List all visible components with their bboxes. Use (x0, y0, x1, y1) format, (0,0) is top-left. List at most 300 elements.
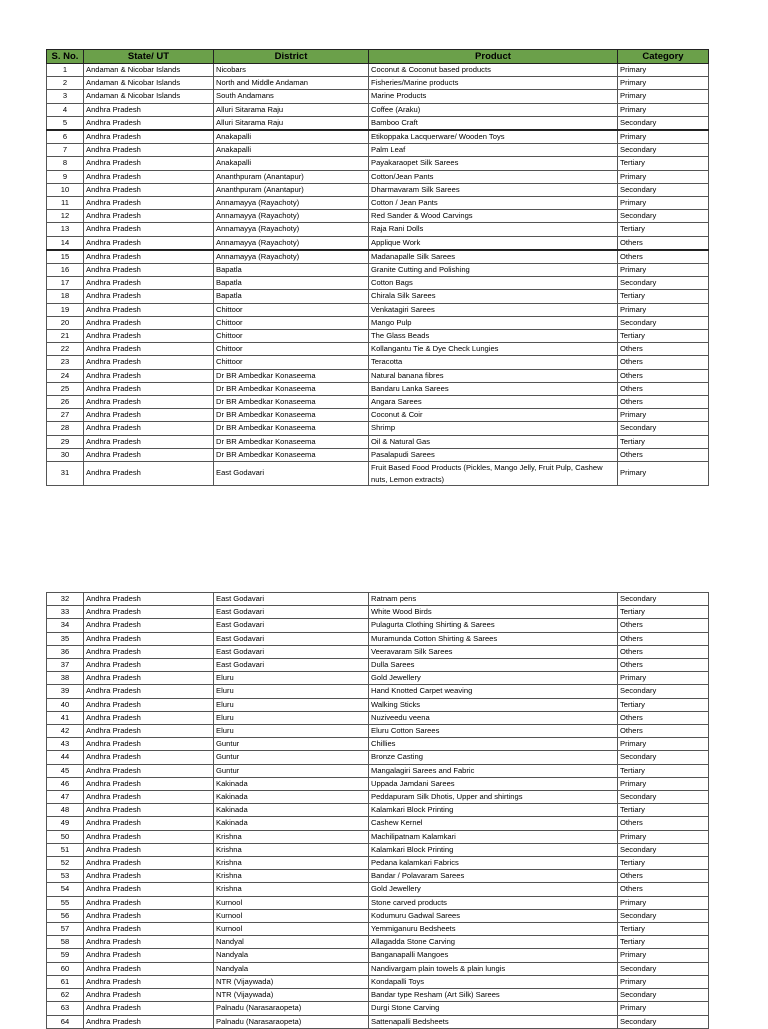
cell-category: Tertiary (618, 435, 709, 448)
table-row (47, 936, 709, 949)
table-row (47, 962, 709, 975)
cell-product: Allagadda Stone Carving (369, 936, 618, 949)
cell-state: Andaman & Nicobar Islands (84, 90, 214, 103)
cell-product: Muramunda Cotton Shirting & Sarees (369, 632, 618, 645)
cell-category: Others (618, 725, 709, 738)
cell-product: Cashew Kernel (369, 817, 618, 830)
table-row (47, 1015, 709, 1028)
cell-category: Tertiary (618, 764, 709, 777)
table-row (47, 751, 709, 764)
cell-state: Andhra Pradesh (84, 343, 214, 356)
cell-product: Nandivargam plain towels & plain lungis (369, 962, 618, 975)
cell-sno: 43 (47, 738, 84, 751)
table-row (47, 435, 709, 448)
cell-category: Primary (618, 975, 709, 988)
cell-state: Andhra Pradesh (84, 857, 214, 870)
cell-sno: 38 (47, 672, 84, 685)
cell-product: Bamboo Craft (369, 116, 618, 130)
cell-state: Andhra Pradesh (84, 210, 214, 223)
cell-district: Krishna (214, 857, 369, 870)
cell-state: Andhra Pradesh (84, 277, 214, 290)
cell-sno: 46 (47, 777, 84, 790)
cell-state: Andhra Pradesh (84, 896, 214, 909)
cell-sno: 25 (47, 382, 84, 395)
cell-product: Kodumuru Gadwal Sarees (369, 909, 618, 922)
table-row (47, 422, 709, 435)
cell-state: Andhra Pradesh (84, 462, 214, 486)
table-row (47, 817, 709, 830)
cell-state: Andhra Pradesh (84, 659, 214, 672)
cell-category: Tertiary (618, 923, 709, 936)
table-row (47, 303, 709, 316)
table-row (47, 396, 709, 409)
cell-product: Machilipatnam Kalamkari (369, 830, 618, 843)
table-row (47, 632, 709, 645)
cell-product: Cotton/Jean Pants (369, 170, 618, 183)
cell-category: Secondary (618, 593, 709, 606)
cell-state: Andaman & Nicobar Islands (84, 64, 214, 77)
cell-product: Madanapalle Silk Sarees (369, 250, 618, 264)
cell-sno: 4 (47, 103, 84, 116)
cell-category: Tertiary (618, 157, 709, 170)
cell-sno: 61 (47, 975, 84, 988)
cell-sno: 21 (47, 330, 84, 343)
cell-category: Others (618, 369, 709, 382)
cell-district: Kurnool (214, 909, 369, 922)
cell-district: Chittoor (214, 316, 369, 329)
cell-category: Others (618, 396, 709, 409)
cell-sno: 62 (47, 989, 84, 1002)
cell-district: East Godavari (214, 659, 369, 672)
cell-category: Tertiary (618, 606, 709, 619)
cell-product: Raja Rani Dolls (369, 223, 618, 236)
cell-sno: 48 (47, 804, 84, 817)
cell-sno: 7 (47, 144, 84, 157)
cell-category: Secondary (618, 1015, 709, 1028)
cell-product: Peddapuram Silk Dhotis, Upper and shirtings (369, 791, 618, 804)
cell-product: Mangalagiri Sarees and Fabric (369, 764, 618, 777)
cell-state: Andhra Pradesh (84, 130, 214, 144)
cell-product: Chillies (369, 738, 618, 751)
cell-state: Andhra Pradesh (84, 223, 214, 236)
cell-district: Ananthpuram (Anantapur) (214, 170, 369, 183)
cell-district: Kakinada (214, 804, 369, 817)
cell-state: Andhra Pradesh (84, 290, 214, 303)
cell-category: Secondary (618, 210, 709, 223)
cell-product: Walking Sticks (369, 698, 618, 711)
table-row (47, 857, 709, 870)
cell-product: Bandar type Resham (Art Silk) Sarees (369, 989, 618, 1002)
cell-product: Cotton Bags (369, 277, 618, 290)
cell-sno: 15 (47, 250, 84, 264)
cell-state: Andhra Pradesh (84, 870, 214, 883)
table-row (47, 448, 709, 461)
cell-product: Kalamkari Block Printing (369, 804, 618, 817)
cell-product: Applique Work (369, 236, 618, 250)
cell-category: Primary (618, 462, 709, 486)
cell-district: Nandyala (214, 962, 369, 975)
cell-state: Andhra Pradesh (84, 989, 214, 1002)
cell-district: Ananthpuram (Anantapur) (214, 183, 369, 196)
cell-sno: 47 (47, 791, 84, 804)
cell-district: Bapatla (214, 264, 369, 277)
cell-sno: 27 (47, 409, 84, 422)
cell-district: Nandyal (214, 936, 369, 949)
cell-district: Eluru (214, 698, 369, 711)
cell-category: Secondary (618, 843, 709, 856)
table-row (47, 330, 709, 343)
cell-category: Secondary (618, 183, 709, 196)
cell-district: Krishna (214, 870, 369, 883)
cell-sno: 51 (47, 843, 84, 856)
cell-district: Guntur (214, 764, 369, 777)
table-row (47, 77, 709, 90)
table-row (47, 619, 709, 632)
cell-state: Andhra Pradesh (84, 698, 214, 711)
cell-category: Primary (618, 90, 709, 103)
cell-state: Andhra Pradesh (84, 606, 214, 619)
table-row (47, 698, 709, 711)
cell-sno: 42 (47, 725, 84, 738)
table-row (47, 883, 709, 896)
cell-state: Andhra Pradesh (84, 435, 214, 448)
cell-category: Others (618, 645, 709, 658)
cell-district: Bapatla (214, 290, 369, 303)
table-row (47, 290, 709, 303)
cell-district: East Godavari (214, 632, 369, 645)
cell-sno: 19 (47, 303, 84, 316)
cell-sno: 20 (47, 316, 84, 329)
cell-district: Annamayya (Rayachoty) (214, 250, 369, 264)
cell-product: Cotton / Jean Pants (369, 197, 618, 210)
cell-category: Primary (618, 777, 709, 790)
cell-district: Annamayya (Rayachoty) (214, 197, 369, 210)
table-row (47, 210, 709, 223)
cell-state: Andhra Pradesh (84, 830, 214, 843)
cell-sno: 37 (47, 659, 84, 672)
cell-product: Pulagurta Clothing Shirting & Sarees (369, 619, 618, 632)
cell-product: Shrimp (369, 422, 618, 435)
cell-product: Yemmiganuru Bedsheets (369, 923, 618, 936)
cell-district: Guntur (214, 738, 369, 751)
cell-state: Andhra Pradesh (84, 382, 214, 395)
cell-category: Primary (618, 949, 709, 962)
table-row (47, 949, 709, 962)
cell-district: Bapatla (214, 277, 369, 290)
cell-category: Primary (618, 738, 709, 751)
cell-sno: 18 (47, 290, 84, 303)
cell-product: Chirala Silk Sarees (369, 290, 618, 303)
cell-category: Secondary (618, 144, 709, 157)
cell-district: Nicobars (214, 64, 369, 77)
cell-category: Others (618, 619, 709, 632)
cell-sno: 58 (47, 936, 84, 949)
cell-category: Primary (618, 197, 709, 210)
cell-category: Others (618, 883, 709, 896)
cell-district: Dr BR Ambedkar Konaseema (214, 422, 369, 435)
cell-district: Palnadu (Narasaraopeta) (214, 1002, 369, 1015)
table-row (47, 923, 709, 936)
cell-state: Andhra Pradesh (84, 738, 214, 751)
cell-district: Dr BR Ambedkar Konaseema (214, 409, 369, 422)
cell-product: Gold Jewellery (369, 672, 618, 685)
cell-state: Andhra Pradesh (84, 883, 214, 896)
cell-sno: 1 (47, 64, 84, 77)
cell-district: Kurnool (214, 896, 369, 909)
cell-sno: 41 (47, 711, 84, 724)
cell-sno: 40 (47, 698, 84, 711)
cell-product: Fisheries/Marine products (369, 77, 618, 90)
cell-sno: 56 (47, 909, 84, 922)
cell-category: Tertiary (618, 223, 709, 236)
cell-district: Kakinada (214, 777, 369, 790)
cell-category: Secondary (618, 316, 709, 329)
table-row (47, 672, 709, 685)
cell-state: Andhra Pradesh (84, 777, 214, 790)
table-row (47, 1002, 709, 1015)
cell-state: Andhra Pradesh (84, 369, 214, 382)
cell-district: Dr BR Ambedkar Konaseema (214, 369, 369, 382)
cell-district: Alluri Sitarama Raju (214, 116, 369, 130)
cell-district: Dr BR Ambedkar Konaseema (214, 448, 369, 461)
cell-district: Krishna (214, 883, 369, 896)
cell-category: Secondary (618, 422, 709, 435)
cell-sno: 28 (47, 422, 84, 435)
cell-category: Primary (618, 64, 709, 77)
cell-product: Stone carved products (369, 896, 618, 909)
cell-sno: 36 (47, 645, 84, 658)
cell-district: Chittoor (214, 356, 369, 369)
cell-district: Chittoor (214, 303, 369, 316)
cell-state: Andhra Pradesh (84, 711, 214, 724)
cell-category: Others (618, 382, 709, 395)
cell-state: Andhra Pradesh (84, 103, 214, 116)
cell-district: Anakapalli (214, 157, 369, 170)
cell-product: Pasalapudi Sarees (369, 448, 618, 461)
cell-sno: 13 (47, 223, 84, 236)
cell-state: Andhra Pradesh (84, 396, 214, 409)
cell-category: Primary (618, 303, 709, 316)
cell-category: Secondary (618, 277, 709, 290)
cell-product: Pedana kalamkari Fabrics (369, 857, 618, 870)
cell-sno: 35 (47, 632, 84, 645)
cell-district: Anakapalli (214, 144, 369, 157)
table-row (47, 685, 709, 698)
cell-category: Others (618, 448, 709, 461)
cell-state: Andhra Pradesh (84, 264, 214, 277)
table-row (47, 64, 709, 77)
table-row (47, 909, 709, 922)
header-district: District (214, 50, 369, 64)
table-row (47, 316, 709, 329)
cell-state: Andaman & Nicobar Islands (84, 77, 214, 90)
cell-sno: 52 (47, 857, 84, 870)
cell-product: Kalamkari Block Printing (369, 843, 618, 856)
cell-district: Eluru (214, 725, 369, 738)
cell-category: Primary (618, 1002, 709, 1015)
cell-sno: 12 (47, 210, 84, 223)
cell-state: Andhra Pradesh (84, 1002, 214, 1015)
cell-category: Secondary (618, 685, 709, 698)
cell-district: North and Middle Andaman (214, 77, 369, 90)
cell-product: Coffee (Araku) (369, 103, 618, 116)
cell-district: Palnadu (Narasaraopeta) (214, 1015, 369, 1028)
cell-district: Eluru (214, 711, 369, 724)
cell-product: Fruit Based Food Products (Pickles, Mango Jelly, Fruit Pulp, Cashew nuts, Lemon extracts) (369, 462, 618, 486)
cell-category: Tertiary (618, 936, 709, 949)
cell-category: Primary (618, 672, 709, 685)
cell-category: Others (618, 250, 709, 264)
table-row (47, 356, 709, 369)
cell-product: Durgi Stone Carving (369, 1002, 618, 1015)
cell-district: Annamayya (Rayachoty) (214, 223, 369, 236)
cell-category: Tertiary (618, 290, 709, 303)
table-row (47, 223, 709, 236)
cell-state: Andhra Pradesh (84, 949, 214, 962)
cell-state: Andhra Pradesh (84, 764, 214, 777)
table-row (47, 843, 709, 856)
table-row (47, 791, 709, 804)
table-row (47, 103, 709, 116)
cell-product: Coconut & Coir (369, 409, 618, 422)
cell-sno: 57 (47, 923, 84, 936)
cell-state: Andhra Pradesh (84, 751, 214, 764)
table-row (47, 593, 709, 606)
cell-product: Oil & Natural Gas (369, 435, 618, 448)
cell-state: Andhra Pradesh (84, 157, 214, 170)
cell-district: Dr BR Ambedkar Konaseema (214, 435, 369, 448)
cell-category: Secondary (618, 989, 709, 1002)
cell-state: Andhra Pradesh (84, 645, 214, 658)
cell-product: Natural banana fibres (369, 369, 618, 382)
cell-state: Andhra Pradesh (84, 422, 214, 435)
cell-state: Andhra Pradesh (84, 923, 214, 936)
cell-product: Granite Cutting and Polishing (369, 264, 618, 277)
cell-district: Chittoor (214, 330, 369, 343)
table-row (47, 343, 709, 356)
cell-district: Annamayya (Rayachoty) (214, 236, 369, 250)
cell-product: Coconut & Coconut based products (369, 64, 618, 77)
cell-state: Andhra Pradesh (84, 116, 214, 130)
table-row (47, 989, 709, 1002)
header-state: State/ UT (84, 50, 214, 64)
cell-category: Secondary (618, 962, 709, 975)
cell-category: Tertiary (618, 857, 709, 870)
table-row (47, 170, 709, 183)
cell-state: Andhra Pradesh (84, 936, 214, 949)
table-row (47, 711, 709, 724)
cell-state: Andhra Pradesh (84, 909, 214, 922)
cell-sno: 3 (47, 90, 84, 103)
cell-state: Andhra Pradesh (84, 593, 214, 606)
cell-product: Bronze Casting (369, 751, 618, 764)
cell-district: Kurnool (214, 923, 369, 936)
cell-sno: 6 (47, 130, 84, 144)
cell-product: Veeravaram Silk Sarees (369, 645, 618, 658)
cell-district: NTR (Vijaywada) (214, 989, 369, 1002)
cell-district: Anakapalli (214, 130, 369, 144)
cell-product: Venkatagiri Sarees (369, 303, 618, 316)
table-row (47, 896, 709, 909)
header-sno: S. No. (47, 50, 84, 64)
cell-sno: 5 (47, 116, 84, 130)
cell-state: Andhra Pradesh (84, 197, 214, 210)
cell-category: Others (618, 711, 709, 724)
table-row (47, 250, 709, 264)
cell-category: Secondary (618, 751, 709, 764)
table-row (47, 804, 709, 817)
cell-sno: 39 (47, 685, 84, 698)
cell-category: Primary (618, 130, 709, 144)
cell-product: Teracotta (369, 356, 618, 369)
cell-state: Andhra Pradesh (84, 619, 214, 632)
cell-state: Andhra Pradesh (84, 144, 214, 157)
cell-sno: 9 (47, 170, 84, 183)
cell-district: East Godavari (214, 606, 369, 619)
cell-state: Andhra Pradesh (84, 632, 214, 645)
cell-sno: 14 (47, 236, 84, 250)
cell-product: The Glass Beads (369, 330, 618, 343)
cell-category: Others (618, 236, 709, 250)
cell-district: South Andamans (214, 90, 369, 103)
cell-product: Ratnam pens (369, 593, 618, 606)
table-row (47, 144, 709, 157)
cell-category: Primary (618, 409, 709, 422)
cell-sno: 31 (47, 462, 84, 486)
cell-state: Andhra Pradesh (84, 791, 214, 804)
table-row (47, 830, 709, 843)
cell-sno: 64 (47, 1015, 84, 1028)
cell-state: Andhra Pradesh (84, 685, 214, 698)
cell-product: Hand Knotted Carpet weaving (369, 685, 618, 698)
cell-state: Andhra Pradesh (84, 725, 214, 738)
table-row (47, 725, 709, 738)
cell-category: Others (618, 632, 709, 645)
cell-sno: 11 (47, 197, 84, 210)
cell-district: East Godavari (214, 462, 369, 486)
cell-district: Kakinada (214, 817, 369, 830)
cell-sno: 49 (47, 817, 84, 830)
cell-product: Eluru Cotton Sarees (369, 725, 618, 738)
cell-district: Annamayya (Rayachoty) (214, 210, 369, 223)
cell-product: Etikoppaka Lacquerware/ Wooden Toys (369, 130, 618, 144)
cell-district: Chittoor (214, 343, 369, 356)
cell-sno: 55 (47, 896, 84, 909)
cell-product: Nuziveedu veena (369, 711, 618, 724)
table-page-part-2 (46, 592, 709, 1029)
cell-sno: 24 (47, 369, 84, 382)
cell-sno: 26 (47, 396, 84, 409)
cell-district: Dr BR Ambedkar Konaseema (214, 382, 369, 395)
table-row (47, 738, 709, 751)
table-row (47, 197, 709, 210)
table-row (47, 264, 709, 277)
table-row (47, 645, 709, 658)
cell-state: Andhra Pradesh (84, 183, 214, 196)
header-row (47, 50, 709, 64)
cell-product: Sattenapalli Bedsheets (369, 1015, 618, 1028)
cell-sno: 59 (47, 949, 84, 962)
cell-category: Primary (618, 830, 709, 843)
cell-product: Kollangantu Tie & Dye Check Lungies (369, 343, 618, 356)
cell-state: Andhra Pradesh (84, 330, 214, 343)
cell-sno: 33 (47, 606, 84, 619)
table-row (47, 409, 709, 422)
table-row (47, 462, 709, 486)
cell-district: Nandyala (214, 949, 369, 962)
cell-state: Andhra Pradesh (84, 804, 214, 817)
table-row (47, 777, 709, 790)
